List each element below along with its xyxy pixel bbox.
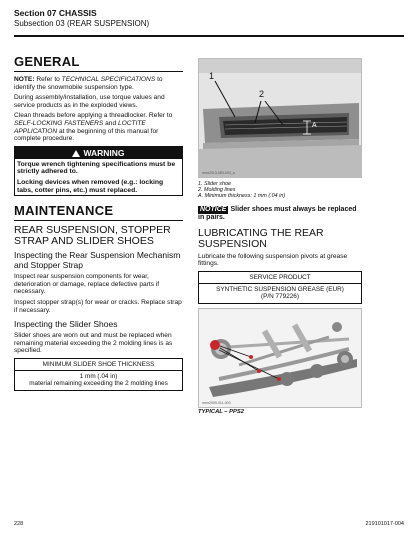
section-number: Section 07 — [14, 8, 57, 18]
service-product-value: SYNTHETIC SUSPENSION GREASE (EUR) — [216, 285, 344, 293]
note-label: NOTE: — [14, 76, 35, 83]
rear-suspension-illustration — [199, 309, 362, 408]
threadlocker-paragraph — [14, 112, 183, 142]
suspension-figure — [198, 308, 362, 408]
inspect-slider-heading: Inspecting the Slider Shoes — [14, 319, 118, 330]
figure1-caption-2: 2. Molding lines — [198, 187, 236, 194]
slider-shoe-figure — [198, 58, 362, 178]
lubricating-heading: LUBRICATING THE REAR SUSPENSION — [198, 226, 324, 250]
loctite-application-link[interactable]: LOCTITE APPLICATION — [14, 119, 146, 135]
subsection-number: Subsection 03 — [14, 19, 65, 28]
warning-header — [15, 147, 182, 159]
warning-text-1: Torque wrench tightening specifications must be strictly adhered to. — [17, 160, 176, 176]
note-text-post: to identify the snowmobile suspension type. — [14, 76, 163, 91]
section-name: CHASSIS — [58, 8, 97, 18]
figure2-id: mmr2009-011-003 — [202, 400, 231, 405]
page-number: 228 — [14, 521, 24, 527]
service-product-header: SERVICE PRODUCT — [199, 272, 361, 284]
page-header — [14, 8, 404, 28]
figure1-caption-1: 1. Slider shoe — [198, 181, 231, 187]
threadlocker-text-2: at the beginning of this manual for complete procedure. — [14, 127, 159, 143]
figure1-caption-3: A. Minimum thickness: 1 mm (.04 in) — [198, 193, 286, 200]
figure1-id: mmr2013-083-003_a — [202, 171, 235, 175]
threadlocker-and: and — [105, 119, 117, 127]
technical-specifications-link[interactable]: TECHNICAL SPECIFICATIONS — [61, 76, 156, 83]
self-locking-fasteners-link[interactable]: SELF-LOCKING FASTENERS — [14, 119, 104, 127]
left-column — [14, 54, 183, 394]
notice-text: Slider shoes must always be replaced in pairs. — [198, 205, 357, 221]
inspect-mechanism-heading: Inspecting the Rear Suspension Mechanism and Stopper Strap — [14, 250, 181, 271]
figure1-callout-2: 2 — [259, 89, 265, 99]
slider-table-value: 1 mm (.04 in) — [79, 372, 118, 380]
right-column — [198, 181, 362, 415]
notice-label: NOTICE — [200, 205, 227, 213]
maintenance-heading: MAINTENANCE — [14, 203, 183, 221]
note-text-pre: Refer to — [36, 76, 60, 83]
general-note — [14, 76, 183, 91]
figure1-callout-1: 1 — [209, 71, 215, 81]
warning-icon — [72, 150, 80, 157]
subsection-name: (REAR SUSPENSION) — [66, 19, 150, 28]
slider-table-header: MINIMUM SLIDER SHOE THICKNESS — [15, 359, 182, 371]
threadlocker-text-1: Clean threads before applying a threadlocker. Refer to — [14, 112, 173, 120]
grease-fitting-marker — [210, 340, 220, 350]
general-heading: GENERAL — [14, 54, 183, 72]
rear-suspension-heading: REAR SUSPENSION, STOPPER STRAP AND SLIDER SHOES — [14, 224, 171, 248]
assembly-paragraph: During assembly/installation, use torque values and service products as in the exploded views. — [14, 94, 165, 109]
figure1-callout-a: A — [312, 122, 317, 129]
slider-thickness-table — [14, 358, 183, 391]
slider-paragraph: Slider shoes are worn out and must be replaced when remaining material exceeding the 2 molding lines is as specified. — [14, 332, 173, 355]
lubricating-paragraph: Lubricate the following suspension pivots at grease fittings. — [198, 252, 348, 268]
header-divider — [14, 35, 404, 37]
figure2-caption: TYPICAL – PPS2 — [198, 408, 244, 415]
warning-text-2: Locking devices when removed (e.g.: locking tabs, cotter pins, etc.) must replaced. — [17, 178, 164, 194]
document-code: 219101017-004 — [365, 521, 404, 527]
slider-shoe-illustration — [199, 59, 362, 178]
service-product-table — [198, 271, 362, 304]
service-product-pn: (P/N 779226) — [260, 293, 299, 301]
slider-table-value-desc: material remaining exceeding the 2 molding lines — [29, 380, 168, 388]
warning-label: WARNING — [83, 147, 125, 158]
warning-box — [14, 146, 183, 196]
notice-paragraph — [198, 206, 362, 222]
inspect-paragraph-1: Inspect rear suspension components for wear, deterioration or damage, replace defective parts if necessary. — [14, 273, 160, 296]
inspect-paragraph-2: Inspect stopper strap(s) for wear or cracks. Replace strap if necessary. — [14, 298, 182, 314]
